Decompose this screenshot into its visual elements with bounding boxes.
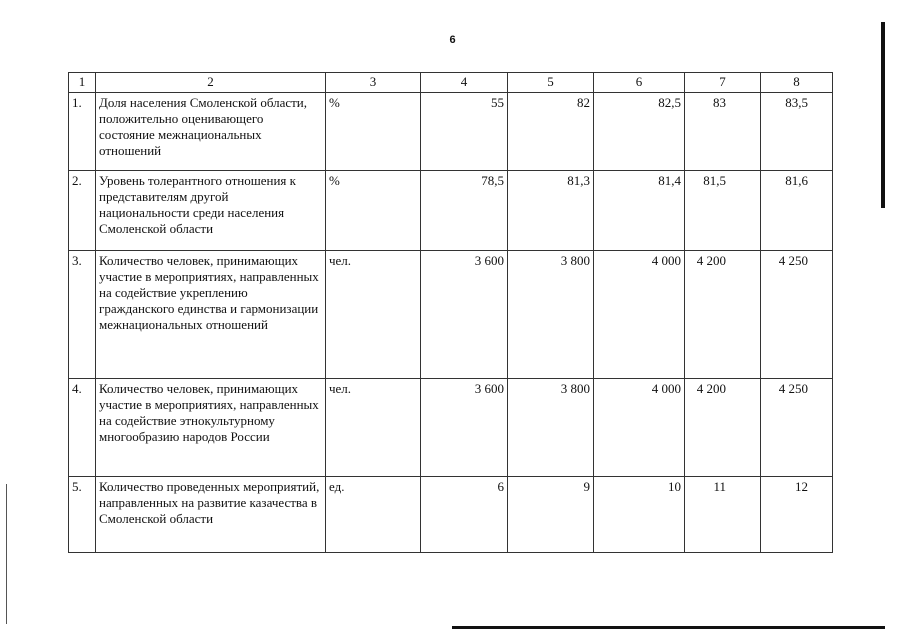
- header-cell: 4: [421, 73, 508, 93]
- value-cell: 78,5: [421, 171, 508, 251]
- value-cell: 4 250: [761, 251, 833, 379]
- indicator-name: Количество человек, принимающих участие в мероприятиях, направленных на содействие этнокультурному многообразию народов России: [96, 379, 326, 477]
- table-row: [69, 171, 833, 251]
- value-cell: 81,6: [761, 171, 833, 251]
- row-number: 5.: [69, 477, 96, 553]
- table-row: [69, 93, 833, 171]
- indicator-name: Количество проведенных мероприятий, направленных на развитие казачества в Смоленской области: [96, 477, 326, 553]
- unit-cell: ед.: [326, 477, 421, 553]
- value-cell: 4 000: [594, 379, 685, 477]
- page-number: 6: [449, 34, 456, 46]
- value-cell: 3 800: [508, 251, 594, 379]
- row-number: 3.: [69, 251, 96, 379]
- value-cell: 83,5: [761, 93, 833, 171]
- table-header-row: [69, 73, 833, 93]
- unit-cell: %: [326, 171, 421, 251]
- header-cell: 1: [69, 73, 96, 93]
- unit-cell: чел.: [326, 251, 421, 379]
- header-cell: 3: [326, 73, 421, 93]
- value-cell: 3 600: [421, 379, 508, 477]
- indicators-table: [68, 72, 833, 553]
- scan-edge-mark-left: [6, 484, 7, 624]
- unit-cell: чел.: [326, 379, 421, 477]
- value-cell: 4 200: [685, 251, 761, 379]
- value-cell: 6: [421, 477, 508, 553]
- unit-cell: %: [326, 93, 421, 171]
- value-cell: 4 200: [685, 379, 761, 477]
- value-cell: 12: [761, 477, 833, 553]
- header-cell: 7: [685, 73, 761, 93]
- row-number: 1.: [69, 93, 96, 171]
- header-cell: 8: [761, 73, 833, 93]
- value-cell: 82,5: [594, 93, 685, 171]
- value-cell: 9: [508, 477, 594, 553]
- indicator-name: Уровень толерантного отношения к представителям другой национальности среди населения Смоленской области: [96, 171, 326, 251]
- table-row: [69, 379, 833, 477]
- table-row: [69, 477, 833, 553]
- value-cell: 55: [421, 93, 508, 171]
- scan-edge-mark-right: [881, 22, 885, 208]
- row-number: 2.: [69, 171, 96, 251]
- header-cell: 2: [96, 73, 326, 93]
- header-cell: 5: [508, 73, 594, 93]
- value-cell: 4 000: [594, 251, 685, 379]
- value-cell: 3 600: [421, 251, 508, 379]
- value-cell: 11: [685, 477, 761, 553]
- value-cell: 3 800: [508, 379, 594, 477]
- table-row: [69, 251, 833, 379]
- row-number: 4.: [69, 379, 96, 477]
- header-cell: 6: [594, 73, 685, 93]
- value-cell: 10: [594, 477, 685, 553]
- value-cell: 81,4: [594, 171, 685, 251]
- indicator-name: Количество человек, принимающих участие в мероприятиях, направленных на содействие укреплению гражданского единства и гармонизации межнациональных отношений: [96, 251, 326, 379]
- value-cell: 82: [508, 93, 594, 171]
- indicator-name: Доля населения Смоленской области, положительно оценивающего состояние межнациональных отношений: [96, 93, 326, 171]
- value-cell: 81,5: [685, 171, 761, 251]
- value-cell: 83: [685, 93, 761, 171]
- value-cell: 81,3: [508, 171, 594, 251]
- scan-edge-mark-bottom: [452, 626, 885, 629]
- value-cell: 4 250: [761, 379, 833, 477]
